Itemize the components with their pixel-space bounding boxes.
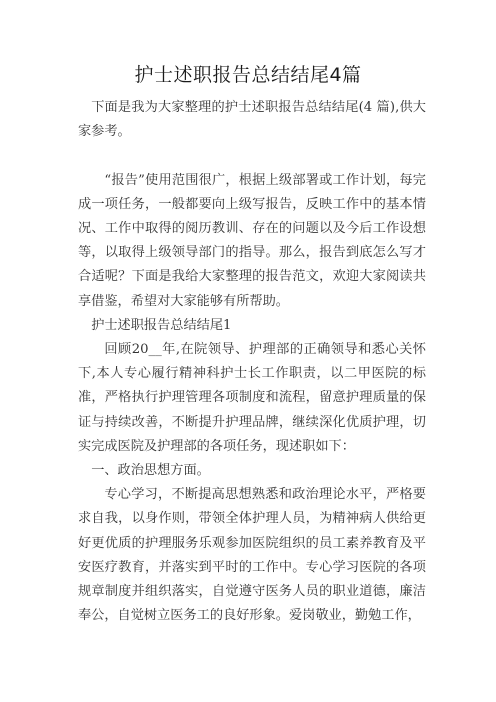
document-title: 护士述职报告总结结尾4篇 [134,64,362,86]
intro-paragraph: 下面是我为大家整理的护士述职报告总结结尾(4 篇),供大家参考。 [78,100,426,140]
document-body [78,96,426,628]
section-heading: 一、政治思想方面。 [91,463,210,479]
body-paragraph: 专心学习，不断提高思想熟悉和政治理论水平，严格要求自我，以身作则，带领全体护理人员，为精神病人供给更好更优质的护理服务乐观参加医院组织的员工素养教育及平安医疗教育，并落实到平时的工作中。专心学习医院的各项规章制度并组织落实，自觉遵守医务人员的职业道德，廉洁奉公，自觉树立医务工的良好形象。爱岗敬业，勤勉工作， [78,487,426,624]
body-paragraph: “报告”使用范围很广，根据上级部署或工作计划，每完成一项任务，一般都要向上级写报告，反映工作中的基本情况、工作中取得的阅历教训、存在的问题以及今后工作设想等，以取得上级领导部门的指导。那么，报告到底怎么写才合适呢？下面是我给大家整理的报告范文，欢迎大家阅读共享借鉴，希望对大家能够有所帮助。 [78,172,426,309]
paragraph-gap [78,144,426,168]
body-paragraph: 回顾20__年,在院领导、护理部的正确领导和悉心关怀下,本人专心履行精神科护士长工作职责，以二甲医院的标准，严格执行护理管理各项制度和流程，留意护理质量的保证与持续改善，不断提升护理品牌，继续深化优质护理，切实完成医院及护理部的各项任务，现述职如下： [78,342,426,454]
section-subheading: 护士述职报告总结结尾1 [91,317,232,333]
